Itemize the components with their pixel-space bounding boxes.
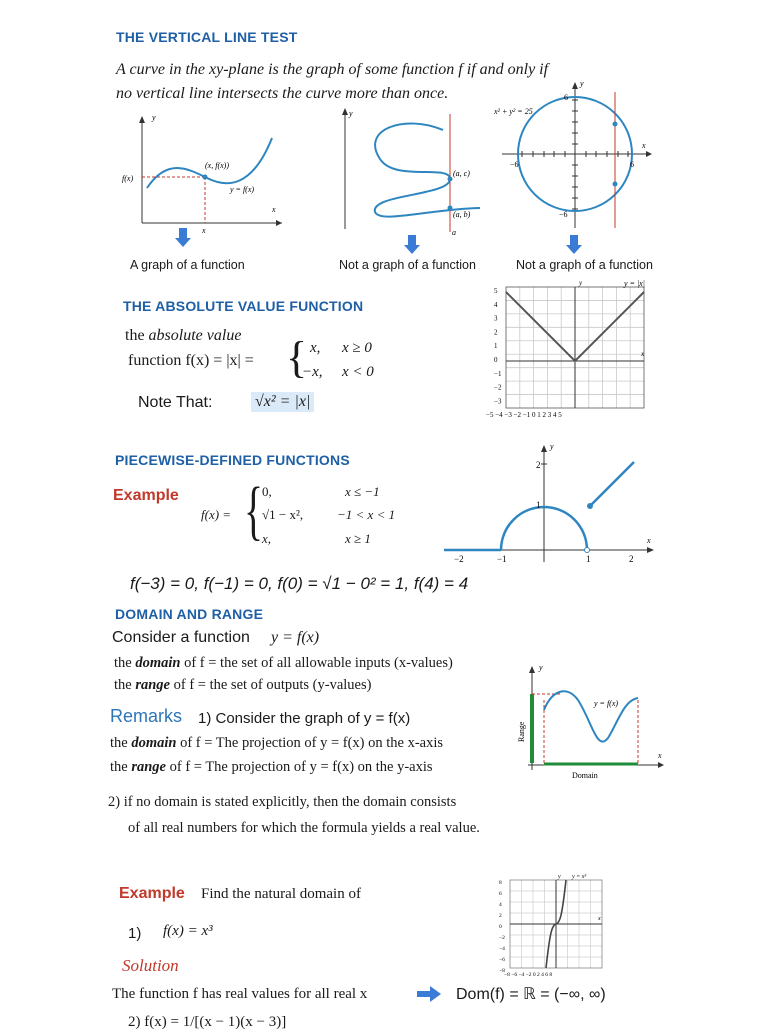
dr-y-label: y (539, 663, 543, 672)
piecewise-fx: f(x) = (201, 507, 232, 522)
note-that-label: Note That: (138, 394, 213, 411)
y-tick-label: −2 (494, 383, 502, 392)
g3-y-arrow (572, 82, 578, 89)
cubic-graph (496, 870, 608, 980)
abs-y-ticks (494, 287, 502, 405)
g2-ac-label: (a, c) (453, 169, 470, 178)
pw-x-label: x (647, 536, 651, 545)
g1-y-label: y (152, 113, 156, 122)
y-tick-label: −6 (499, 957, 505, 963)
y-tick-label: −1 (494, 369, 502, 378)
not-function-circle-figure (488, 78, 658, 236)
domain-range-graph (512, 660, 672, 784)
abs-x-label: x (641, 350, 645, 358)
pw-row1-expr: 0, (262, 484, 272, 499)
function-graph-figure (112, 108, 292, 238)
pw-xm1-label: −1 (497, 554, 507, 564)
pw-y-arrow (541, 445, 547, 452)
item2-function: 2) f(x) = 1/[(x − 1)(x − 3)] (128, 1014, 287, 1030)
g1-eq-label: y = f(x) (230, 185, 255, 194)
dr-eq-label: y = f(x) (594, 699, 619, 708)
pw-row2-cond: −1 < x < 1 (337, 507, 396, 522)
item1-number: 1) (128, 925, 142, 942)
arrow-down-icon (404, 235, 420, 255)
y-tick-label: −3 (494, 397, 502, 406)
pw-row3-expr: x, (262, 531, 272, 546)
solution-text: The function f has real values for all real x (112, 986, 368, 1002)
pw-y-label: y (550, 442, 554, 451)
g1-x-tick: x (202, 226, 206, 235)
g3-tick-left: −6 (510, 160, 519, 169)
cubic-label: y = x³ (572, 874, 587, 880)
dr-domain-label: Domain (572, 771, 598, 780)
g1-y-arrow (139, 116, 145, 123)
abs-case1-cond: x ≥ 0 (342, 340, 372, 356)
abs-def-line1 (125, 327, 241, 345)
domain-definition: the domain of f = the set of all allowable inputs (x-values) (114, 655, 453, 671)
g1-fx-label: f(x) (122, 174, 134, 183)
pw-closed-point (587, 503, 593, 509)
y-tick-label: 5 (494, 287, 498, 295)
abs-def-line2: function f(x) = |x| = (128, 352, 254, 369)
heading-piecewise: PIECEWISE-DEFINED FUNCTIONS (115, 452, 350, 468)
abs-def-the: the (125, 327, 145, 344)
g2-y-arrow (342, 108, 348, 115)
dr-x-arrow (658, 762, 664, 768)
range-definition: the range of f = the set of outputs (y-values) (114, 677, 372, 693)
note-that-equation: √x² = |x| (251, 392, 314, 412)
pw-x-arrow (647, 547, 654, 553)
arrow-down-icon (566, 235, 582, 255)
not-function-s-curve-figure (335, 104, 495, 238)
y-tick-label: 3 (494, 314, 498, 323)
vlt-definition-line1: A curve in the xy-plane is the graph of some function f if and only if (116, 61, 549, 78)
piecewise-example-label: Example (113, 487, 179, 504)
g2-point-ab (448, 206, 453, 211)
caption-not-graph-1: Not a graph of a function (339, 258, 476, 272)
pw-x1-label: 1 (586, 554, 591, 564)
g3-x-label: x (642, 141, 646, 150)
piecewise-brace: { (244, 474, 264, 547)
pw-y1-label: 1 (536, 500, 541, 510)
y-tick-label: 6 (499, 891, 502, 897)
y-tick-label: −8 (499, 968, 505, 974)
g3-tick-bottom: −6 (559, 210, 568, 219)
y-tick-label: 4 (494, 300, 498, 309)
heading-domain-range: DOMAIN AND RANGE (115, 606, 264, 622)
pw-open-point (585, 548, 590, 553)
abs-x-ticks: −5 −4 −3 −2 −1 0 1 2 3 4 5 (486, 411, 562, 419)
remark2-line1: 2) if no domain is stated explicitly, then the domain consists (108, 794, 457, 810)
pw-x2-label: 2 (629, 554, 634, 564)
dr-curve (544, 691, 638, 741)
abs-case2-expr: −x, (302, 364, 323, 380)
caption-not-graph-2: Not a graph of a function (516, 258, 653, 272)
g3-y-label: y (580, 79, 584, 88)
cubic-x-ticks: −8 −6 −4 −2 0 2 4 6 8 (504, 972, 553, 978)
g1-x-arrow (276, 220, 282, 226)
remark1-domain: the domain of f = The projection of y = f(x) on the x-axis (110, 735, 444, 751)
arrow-down-icon (175, 228, 191, 248)
abs-case1-expr: x, (310, 340, 321, 356)
pw-segment-line (590, 462, 634, 506)
pw-y2-label: 2 (536, 460, 541, 470)
pw-row2-expr: √1 − x², (262, 507, 304, 522)
remark2-line2: of all real numbers for which the formula yields a real value. (128, 820, 480, 836)
abs-graph-label: y = |x| (624, 279, 645, 288)
pw-row1-cond: x ≤ −1 (345, 484, 380, 499)
y-tick-label: −2 (499, 935, 505, 941)
g1-point (203, 175, 208, 180)
g2-a-label: a (452, 228, 456, 237)
remark1-text: 1) Consider the graph of y = f(x) (198, 710, 411, 727)
piecewise-values: f(−3) = 0, f(−1) = 0, f(0) = √1 − 0² = 1, f(4) = 4 (130, 574, 469, 593)
g3-x-arrow (646, 151, 652, 157)
dr-range-label: Range (517, 721, 526, 742)
y-tick-label: 4 (499, 902, 502, 908)
remark1-range: the range of f = The projection of y = f(x) on the y-axis (110, 759, 433, 775)
heading-absolute-value: THE ABSOLUTE VALUE FUNCTION (123, 298, 364, 314)
vlt-definition-line2: no vertical line intersects the curve more than once. (116, 85, 449, 102)
y-tick-label: 1 (494, 342, 498, 351)
dr-y-arrow (529, 666, 535, 673)
y-tick-label: 2 (499, 913, 502, 919)
g3-point-bottom (613, 182, 618, 187)
g2-y-label: y (349, 109, 353, 118)
solution-label: Solution (122, 956, 179, 975)
pw-row3-cond: x ≥ 1 (345, 531, 371, 546)
y-tick-label: −4 (499, 946, 505, 952)
domain-result: Dom(f) = ℝ = (−∞, ∞) (456, 986, 606, 1003)
y-tick-label: 2 (494, 328, 498, 337)
caption-graph-of-function: A graph of a function (130, 258, 245, 272)
abs-case2-cond: x < 0 (342, 364, 374, 380)
pw-xm2-label: −2 (454, 554, 464, 564)
item1-function: f(x) = x³ (163, 923, 213, 939)
cubic-x-label: x (598, 916, 601, 922)
g3-point-top (613, 122, 618, 127)
g3-tick-right: 6 (630, 160, 634, 169)
g1-point-label: (x, f(x)) (205, 161, 229, 170)
consider-function-eq: y = f(x) (271, 629, 320, 646)
cubic-y-ticks (499, 880, 505, 974)
piecewise-graph (440, 440, 660, 568)
dr-x-label: x (658, 751, 662, 760)
g2-ab-label: (a, b) (453, 210, 471, 219)
natural-domain-example-label: Example (119, 885, 185, 902)
arrow-right-icon (417, 986, 441, 1002)
abs-y-label: y (579, 279, 583, 287)
abs-def-italic: absolute value (148, 327, 242, 344)
abs-brace: { (286, 333, 308, 382)
cubic-y-label: y (558, 874, 561, 880)
y-tick-label: 0 (499, 924, 502, 930)
heading-vertical-line-test: THE VERTICAL LINE TEST (116, 29, 298, 45)
natural-domain-prompt: Find the natural domain of (201, 886, 361, 902)
consider-function-label: Consider a function (112, 629, 250, 646)
g2-point-ac (448, 177, 453, 182)
absolute-value-graph (484, 278, 646, 420)
g1-x-label: x (272, 205, 276, 214)
y-tick-label: 0 (494, 356, 498, 364)
remarks-label: Remarks (110, 706, 183, 726)
y-tick-label: 8 (499, 880, 502, 886)
g3-tick-top: 6 (564, 93, 568, 102)
g3-eq-label: x² + y² = 25 (494, 107, 533, 116)
